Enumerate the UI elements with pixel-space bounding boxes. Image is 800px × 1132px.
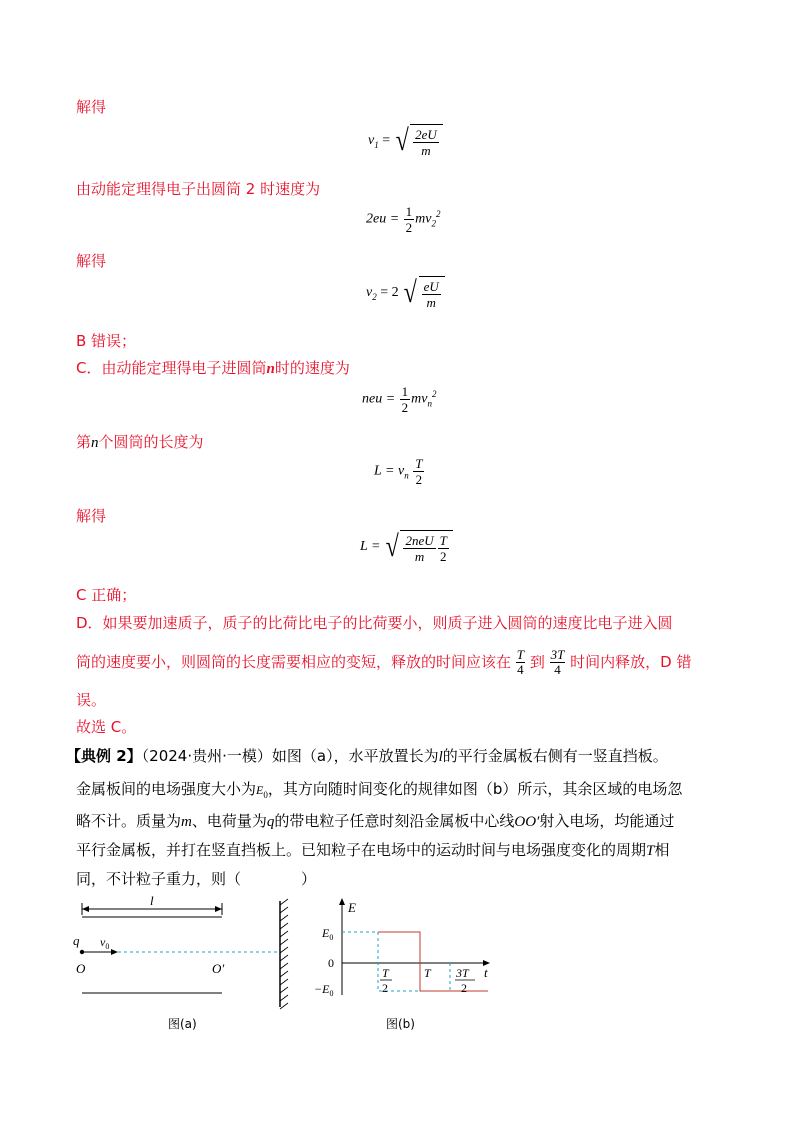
barrier-hatch bbox=[280, 899, 288, 1009]
label-e: E bbox=[348, 900, 356, 915]
eq-en-den: 2 bbox=[401, 400, 409, 415]
tick-t-half-den: 2 bbox=[382, 981, 388, 995]
example-line1-tail: 的平行金属板右侧有一竖直挡板。 bbox=[442, 747, 668, 765]
eq-v1-eq: = bbox=[382, 133, 391, 149]
label-neg-e0 bbox=[314, 982, 333, 998]
equation-v1 bbox=[368, 124, 443, 158]
eq-e2-den: 2 bbox=[405, 220, 413, 235]
eq-L1-lhs: L = v bbox=[374, 463, 405, 479]
eq-L1-sub: n bbox=[404, 470, 409, 481]
frac-t4-num: T bbox=[516, 647, 525, 662]
example-line2 bbox=[76, 778, 682, 800]
text-c-part2: 时的速度为 bbox=[274, 359, 350, 377]
text-c-part1: C．由动能定理得电子进圆筒 bbox=[76, 359, 267, 377]
example-line3-part4: 射入电场，均能通过 bbox=[539, 812, 675, 830]
wave-dashed bbox=[342, 932, 450, 991]
example-line4-part2: 相 bbox=[654, 841, 670, 859]
example-var-q: q bbox=[266, 814, 275, 830]
example-var-e0-sub: 0 bbox=[263, 790, 268, 800]
frac-t4 bbox=[516, 648, 525, 677]
example-line1 bbox=[66, 745, 668, 766]
equation-L2: L = √ $\frac{\text{2neU}}{m}$ $\frac{T}{2}$ bbox=[360, 530, 453, 564]
text-nth-part1: 第 bbox=[76, 433, 92, 451]
eq-v2-sub: 2 bbox=[372, 292, 377, 303]
eq-en-sup: 2 bbox=[432, 389, 437, 400]
frac-3t4 bbox=[550, 648, 566, 677]
label-zero: 0 bbox=[328, 956, 334, 970]
eq-L2-lhs: L = bbox=[360, 539, 381, 555]
figure-a bbox=[70, 895, 310, 1035]
text-energy-tube2: 由动能定理得电子出圆筒 2 时速度为 bbox=[76, 180, 321, 198]
text-b-wrong: B 错误； bbox=[76, 332, 137, 350]
eq-en-lhs: neu = bbox=[362, 391, 396, 407]
caption-b: 图(b) bbox=[386, 1017, 415, 1031]
label-o: O bbox=[76, 961, 86, 976]
eq-v1-num: 2eU bbox=[415, 127, 437, 142]
example-line4 bbox=[76, 839, 669, 860]
eq-e2-rhs: mv bbox=[415, 211, 432, 227]
wave-solid bbox=[378, 932, 488, 991]
example-var-oo: OO′ bbox=[514, 814, 540, 830]
example-line5: 同，不计粒子重力，则（ ） bbox=[76, 870, 317, 888]
label-v0 bbox=[100, 935, 109, 951]
text-solve-3: 解得 bbox=[76, 507, 107, 525]
eq-v2-lhs: v bbox=[366, 285, 373, 301]
eq-e2-num: 1 bbox=[405, 204, 413, 219]
eq-e2-lhs: 2eu = bbox=[366, 211, 400, 227]
label-t: t bbox=[484, 965, 488, 980]
example-line3 bbox=[76, 810, 674, 831]
example-label: 【典例 2】 bbox=[66, 747, 142, 765]
tick-t: T bbox=[424, 966, 431, 980]
eq-en-sub: n bbox=[427, 398, 432, 409]
eq-v1-den: m bbox=[421, 143, 431, 158]
text-d-part2: 时间内释放，D 错 bbox=[570, 653, 692, 671]
text-d-line3: 误。 bbox=[76, 691, 107, 709]
dim-arrow-right bbox=[215, 906, 222, 912]
equation-L1 bbox=[374, 456, 425, 487]
eq-e2-sup: 2 bbox=[436, 209, 441, 220]
eq-v2-num: eU bbox=[423, 279, 439, 294]
velocity-arrowhead bbox=[111, 949, 118, 955]
example-line3-part2: 、电荷量为 bbox=[191, 812, 267, 830]
frac-t4-den: 4 bbox=[517, 662, 524, 677]
figure-b bbox=[310, 895, 510, 1035]
example-var-m: m bbox=[181, 814, 192, 830]
text-d-to: 到 bbox=[529, 653, 545, 671]
dim-arrow-left bbox=[82, 906, 89, 912]
text-c-energy bbox=[76, 357, 350, 378]
eq-L2-den: 2 bbox=[439, 549, 447, 564]
text-choose-c: 故选 C。 bbox=[76, 718, 137, 736]
example-line4-part1: 平行金属板，并打在竖直挡板上。已知粒子在电场中的运动时间与电场强度变化的周期 bbox=[76, 841, 647, 859]
eq-L2-num: T bbox=[439, 533, 447, 548]
equation-energy-2 bbox=[366, 204, 441, 235]
tick-t-half bbox=[380, 966, 392, 995]
text-nth-n: n bbox=[91, 435, 99, 451]
example-var-l: l bbox=[438, 749, 443, 765]
eq-v1-sub: 1 bbox=[374, 140, 379, 151]
label-e0-sub: 0 bbox=[329, 933, 334, 942]
eq-L2-rden: m bbox=[414, 549, 425, 564]
example-line1-text: （2024·贵州·一模）如图（a），水平放置长为 bbox=[141, 747, 439, 765]
label-v-sub: 0 bbox=[105, 942, 110, 951]
equation-energy-n bbox=[362, 384, 437, 415]
text-nth-tube-length bbox=[76, 431, 204, 452]
label-o-prime: O′ bbox=[212, 961, 225, 976]
eq-v2-eq: = 2 bbox=[380, 285, 399, 301]
caption-a: 图(a) bbox=[168, 1017, 197, 1031]
text-d-part1: 筒的速度要小，则圆筒的长度需要相应的变短，释放的时间应该在 bbox=[76, 653, 512, 671]
text-c-correct: C 正确； bbox=[76, 586, 137, 604]
tick-t-half-num: T bbox=[382, 966, 389, 980]
eq-e2-sub: 2 bbox=[431, 218, 436, 229]
text-solve-2: 解得 bbox=[76, 252, 107, 270]
text-d-line1: D．如果要加速质子，质子的比荷比电子的比荷要小，则质子进入圆筒的速度比电子进入圆 bbox=[76, 614, 673, 632]
frac-3t4-den: 4 bbox=[554, 662, 561, 677]
label-q: q bbox=[73, 933, 80, 948]
text-d-line2 bbox=[76, 648, 691, 677]
tick-3t-half-num: 3T bbox=[456, 966, 469, 980]
example-line2-part1: 金属板间的电场强度大小为 bbox=[76, 780, 257, 798]
tick-3t-half-den: 2 bbox=[461, 981, 467, 995]
frac-3t4-num: 3T bbox=[550, 647, 565, 662]
label-neg-e0-sub: 0 bbox=[329, 989, 334, 998]
example-line2-part2: ，其方向随时间变化的规律如图（b）所示，其余区域的电场忽 bbox=[267, 780, 683, 798]
e-axis-arrow bbox=[339, 898, 345, 905]
label-neg-e0-e: −E bbox=[314, 982, 330, 996]
label-e0 bbox=[321, 926, 333, 942]
eq-en-rhs: mv bbox=[411, 391, 428, 407]
eq-v1-lhs: v bbox=[368, 133, 375, 149]
text-nth-part2: 个圆筒的长度为 bbox=[98, 433, 204, 451]
eq-v2-den: m bbox=[426, 295, 436, 310]
label-l: l bbox=[150, 895, 154, 908]
sqrt-v1: √ $\frac{2eU}{m}$ bbox=[394, 124, 443, 158]
label-e0-e: E bbox=[322, 926, 330, 940]
eq-L1-num: T bbox=[415, 456, 423, 471]
eq-L1-den: 2 bbox=[415, 472, 423, 487]
example-var-e0: E bbox=[256, 783, 264, 797]
label-v: v bbox=[100, 935, 106, 949]
example-line3-part1: 略不计。质量为 bbox=[76, 812, 182, 830]
eq-en-num: 1 bbox=[401, 384, 409, 399]
example-line3-part3: 的带电粒子任意时刻沿金属板中心线 bbox=[274, 812, 515, 830]
equation-v2: $v_2 = 2$ √ $\frac{eU}{m}$ bbox=[366, 276, 445, 310]
text-c-n: n bbox=[266, 361, 275, 377]
example-var-t: T bbox=[646, 843, 655, 859]
eq-L2-rnum: 2neU bbox=[405, 533, 434, 548]
text-solve-1: 解得 bbox=[76, 98, 107, 116]
